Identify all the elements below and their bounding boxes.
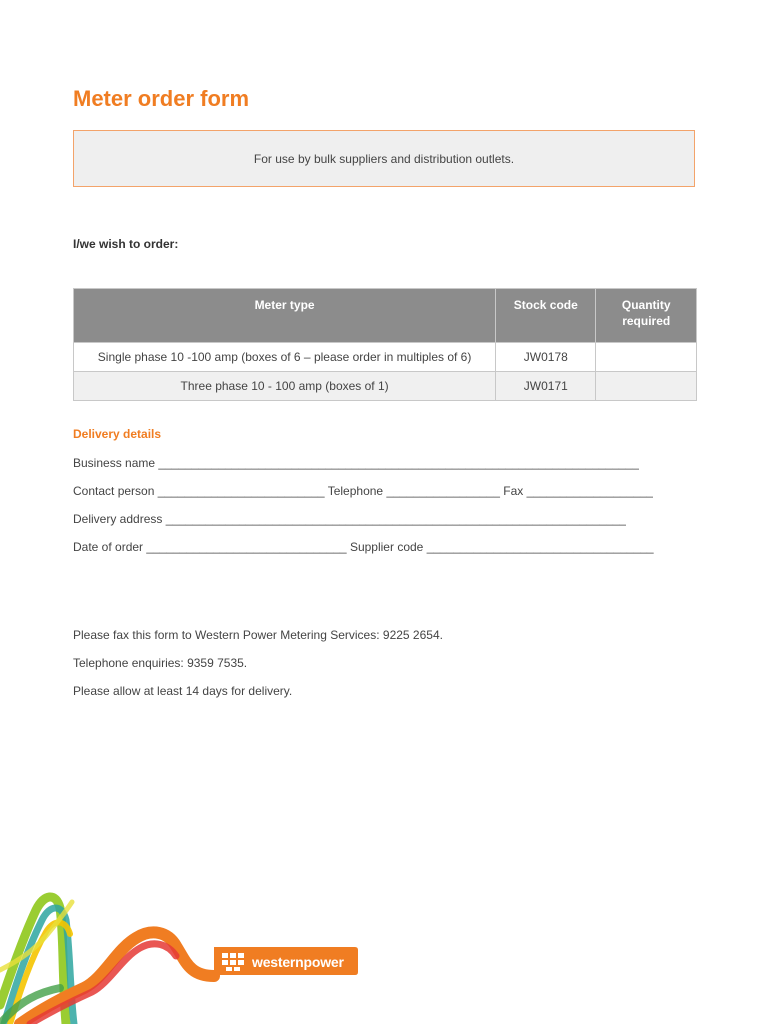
quantity-cell[interactable] (596, 343, 697, 372)
telephone-note: Telephone enquiries: 9359 7535. (73, 656, 248, 670)
meter-type-cell: Three phase 10 - 100 amp (boxes of 1) (74, 372, 496, 401)
meter-type-cell: Single phase 10 -100 amp (boxes of 6 – please order in multiples of 6) (74, 343, 496, 372)
telephone-field[interactable]: _________________ (386, 484, 500, 498)
order-heading: I/we wish to order: (73, 237, 179, 251)
table-row (74, 372, 697, 401)
delivery-time-note: Please allow at least 14 days for delivery. (73, 684, 293, 698)
business-name-label: Business name (73, 456, 156, 470)
brand-wordmark: westernpower (252, 954, 344, 970)
column-header-stock-code: Stock code (496, 289, 596, 343)
contact-person-field[interactable]: _________________________ (157, 484, 325, 498)
stock-code-cell: JW0171 (496, 372, 596, 401)
delivery-address-line (73, 512, 626, 526)
order-table (73, 288, 697, 401)
business-name-field[interactable]: ________________________________________________________________________ (158, 456, 639, 470)
table-row (74, 343, 697, 372)
supplier-code-label: Supplier code (349, 540, 424, 554)
fax-label: Fax (503, 484, 524, 498)
table-header-row (74, 289, 697, 343)
intro-text: For use by bulk suppliers and distribution outlets. (253, 151, 515, 166)
telephone-label: Telephone (327, 484, 384, 498)
delivery-address-label: Delivery address (73, 512, 163, 526)
contact-line (73, 484, 653, 498)
date-of-order-field[interactable]: ______________________________ (146, 540, 347, 554)
delivery-address-field[interactable]: _____________________________________________________________________ (165, 512, 627, 526)
date-supplier-line (73, 540, 654, 554)
quantity-header-line1: Quantity (621, 298, 671, 312)
quantity-header-line2: required (622, 314, 671, 328)
intro-box (73, 130, 695, 187)
fax-note: Please fax this form to Western Power Metering Services: 9225 2654. (73, 628, 443, 642)
date-of-order-label: Date of order (73, 540, 144, 554)
column-header-meter-type: Meter type (74, 289, 496, 343)
fax-field[interactable]: ___________________ (526, 484, 654, 498)
contact-person-label: Contact person (73, 484, 155, 498)
business-name-line (73, 456, 639, 470)
column-header-quantity (596, 289, 697, 343)
stock-code-cell: JW0178 (496, 343, 596, 372)
western-power-logo (248, 947, 344, 977)
delivery-heading: Delivery details (73, 427, 162, 441)
page-title: Meter order form (73, 86, 250, 111)
quantity-cell[interactable] (596, 372, 697, 401)
supplier-code-field[interactable]: __________________________________ (426, 540, 654, 554)
